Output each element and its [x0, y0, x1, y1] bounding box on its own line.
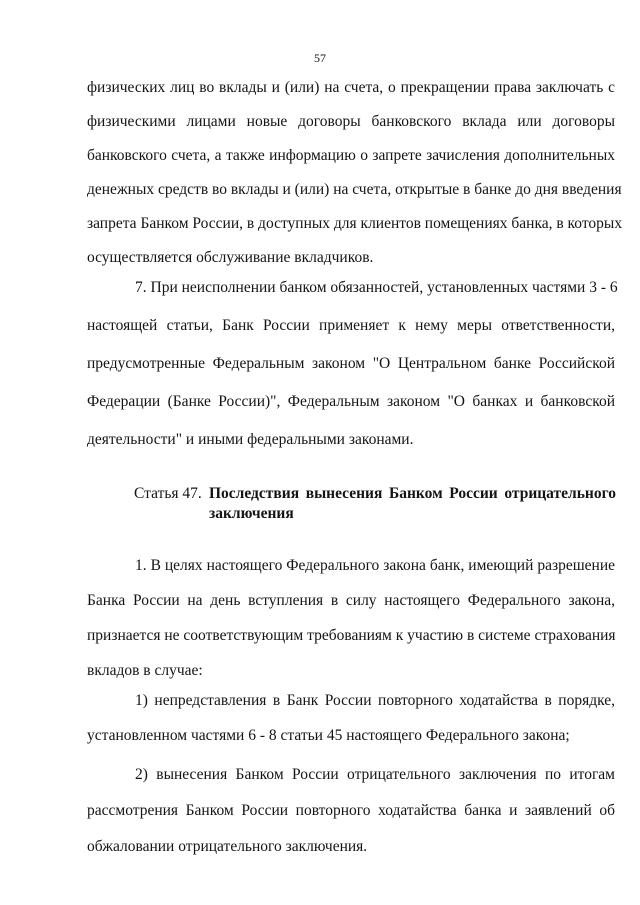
paragraph-continuation [87, 71, 623, 275]
text-line: 7. При неисполнении банком обязанностей, установленных частями 3 - 6 [135, 279, 618, 296]
text-line: Федерации (Банке России)", Федеральным законом "О банках и банковской [87, 393, 615, 410]
page-number: 57 [314, 51, 326, 65]
text-line: предусмотренные Федеральным законом "О Центральном банке Российской [87, 355, 615, 372]
text-line: 1. В целях настоящего Федерального закона банк, имеющий разрешение [135, 557, 615, 574]
paragraph-item-1 [87, 548, 615, 688]
text-line: физических лиц во вклады и (или) на счета, о прекращении права заключать с [87, 79, 615, 96]
text-line: осуществляется обслуживание вкладчиков. [87, 249, 374, 266]
text-line: рассмотрения Банком России повторного ходатайства банка и заявлений об [87, 802, 615, 819]
text-line: запрета Банком России, в доступных для клиентов помещениях банка, в которых [87, 215, 623, 232]
article-heading [134, 484, 616, 524]
text-line: настоящей статьи, Банк России применяет к нему меры ответственности, [87, 317, 615, 334]
article-title-continuation: заключения [209, 505, 294, 522]
text-line: деятельности" и иными федеральными законами. [87, 431, 414, 448]
article-number: Статья 47. [134, 485, 202, 502]
paragraph-subitem-1 [87, 683, 615, 753]
text-line: 2) вынесения Банком России отрицательного заключения по итогам [135, 766, 615, 783]
article-title: Последствия вынесения Банком России отрицательного [209, 485, 616, 502]
text-line: Банка России на день вступления в силу настоящего Федерального закона, [87, 592, 615, 609]
paragraph-subitem-2 [87, 757, 615, 865]
text-line: физическими лицами новые договоры банковского вклада или договоры [87, 113, 615, 130]
text-line: обжаловании отрицательного заключения. [87, 838, 368, 855]
text-line: 1) непредставления в Банк России повторного ходатайства в порядке, [135, 692, 615, 709]
text-line: признается не соответствующим требованиям к участию в системе страхования [87, 627, 616, 644]
paragraph-item-7 [87, 269, 618, 459]
text-line: вкладов в случае: [87, 662, 203, 679]
text-line: установленном частями 6 - 8 статьи 45 настоящего Федерального закона; [87, 727, 570, 744]
text-line: банковского счета, а также информацию о запрете зачисления дополнительных [87, 147, 615, 164]
text-line: денежных средств во вклады и (или) на счета, открытые в банке до дня введения [87, 181, 622, 198]
